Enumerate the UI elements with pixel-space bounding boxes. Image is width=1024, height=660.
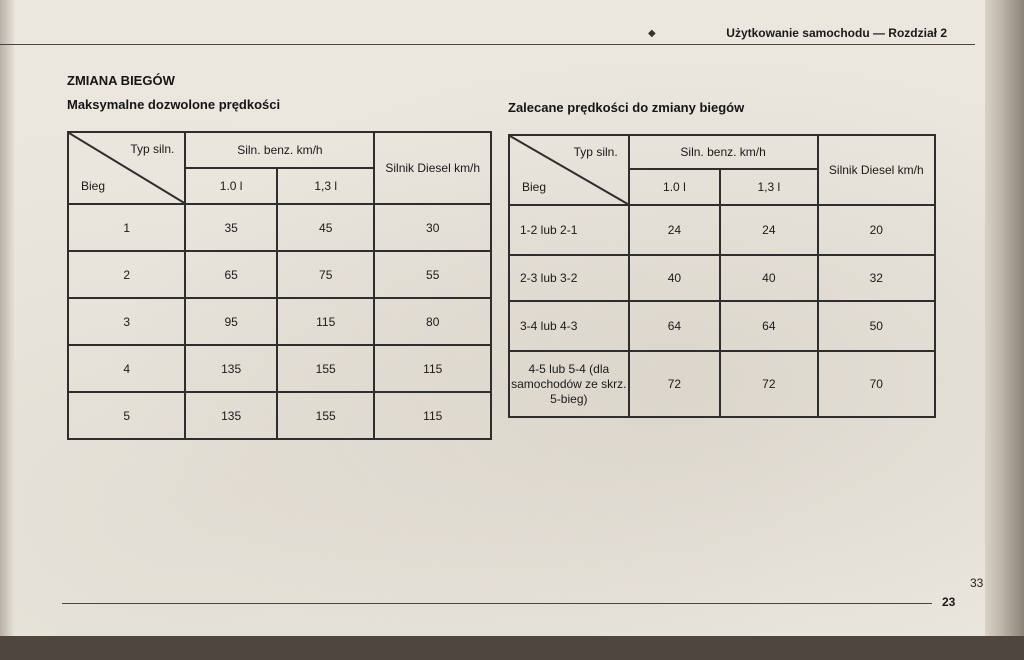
gear-cell: 4 [68, 345, 185, 392]
speed-cell: 20 [818, 205, 935, 255]
column-header-petrol: Siln. benz. km/h [185, 132, 374, 168]
table-row [509, 301, 935, 351]
gear-cell: 4-5 lub 5-4 (dla samochodów ze skrz. 5-bieg) [509, 351, 629, 417]
table-row [509, 205, 935, 255]
speed-cell: 135 [185, 345, 277, 392]
section-title: ZMIANA BIEGÓW [67, 73, 175, 88]
table-row [68, 251, 491, 298]
speed-cell: 24 [629, 205, 720, 255]
speed-cell: 50 [818, 301, 935, 351]
gear-cell: 1 [68, 204, 185, 251]
column-header-1-0: 1.0 l [629, 169, 720, 205]
speed-cell: 75 [277, 251, 375, 298]
speed-cell: 65 [185, 251, 277, 298]
table-row [509, 351, 935, 417]
speed-cell: 55 [374, 251, 491, 298]
desk-edge [0, 636, 1024, 660]
max-speeds-title: Maksymalne dozwolone prędkości [67, 97, 281, 112]
speed-cell: 64 [720, 301, 817, 351]
page-edge [985, 0, 1024, 636]
bullet-mark: ◆ [648, 28, 656, 39]
speed-cell: 35 [185, 204, 277, 251]
corner-top-label: Typ siln. [130, 142, 175, 156]
page-number: 23 [942, 595, 956, 609]
running-head: Użytkowanie samochodu — Rozdział 2 [726, 26, 947, 40]
speed-cell: 80 [374, 298, 491, 345]
table-row [509, 255, 935, 301]
speed-cell: 30 [374, 204, 491, 251]
table-corner-cell [509, 135, 629, 205]
column-header-1-0: 1.0 l [185, 168, 277, 204]
table-row [68, 345, 491, 392]
corner-bottom-label: Bieg [522, 180, 547, 194]
speed-cell: 24 [720, 205, 817, 255]
shift-speeds-title: Zalecane prędkości do zmiany biegów [508, 100, 745, 115]
speed-cell: 155 [277, 345, 375, 392]
gear-cell: 2-3 lub 3-2 [509, 255, 629, 301]
speed-cell: 64 [629, 301, 720, 351]
speed-cell: 95 [185, 298, 277, 345]
speed-cell: 135 [185, 392, 277, 439]
speed-cell: 32 [818, 255, 935, 301]
table-row [68, 204, 491, 251]
column-header-diesel: Silnik Diesel km/h [374, 132, 491, 204]
speed-cell: 40 [629, 255, 720, 301]
footer-rule [62, 603, 932, 604]
column-header-1-3: 1,3 l [720, 169, 817, 205]
speed-cell: 45 [277, 204, 375, 251]
table-corner-cell [68, 132, 185, 204]
shift-speeds-table [508, 134, 936, 418]
gear-cell: 3-4 lub 4-3 [509, 301, 629, 351]
table-row [68, 298, 491, 345]
gear-cell: 5 [68, 392, 185, 439]
column-header-1-3: 1,3 l [277, 168, 375, 204]
speed-cell: 115 [374, 345, 491, 392]
corner-top-label: Typ siln. [573, 145, 618, 159]
side-tab-number: 33 [970, 576, 984, 590]
speed-cell: 115 [374, 392, 491, 439]
speed-cell: 155 [277, 392, 375, 439]
speed-cell: 115 [277, 298, 375, 345]
corner-bottom-label: Bieg [81, 179, 106, 193]
table-row [68, 392, 491, 439]
speed-cell: 72 [720, 351, 817, 417]
max-speeds-table [67, 131, 492, 440]
gear-cell: 1-2 lub 2-1 [509, 205, 629, 255]
page-binding [0, 0, 14, 636]
speed-cell: 70 [818, 351, 935, 417]
column-header-petrol: Siln. benz. km/h [629, 135, 818, 169]
gear-cell: 3 [68, 298, 185, 345]
header-rule [0, 44, 975, 45]
gear-cell: 2 [68, 251, 185, 298]
column-header-diesel: Silnik Diesel km/h [818, 135, 935, 205]
speed-cell: 72 [629, 351, 720, 417]
speed-cell: 40 [720, 255, 817, 301]
